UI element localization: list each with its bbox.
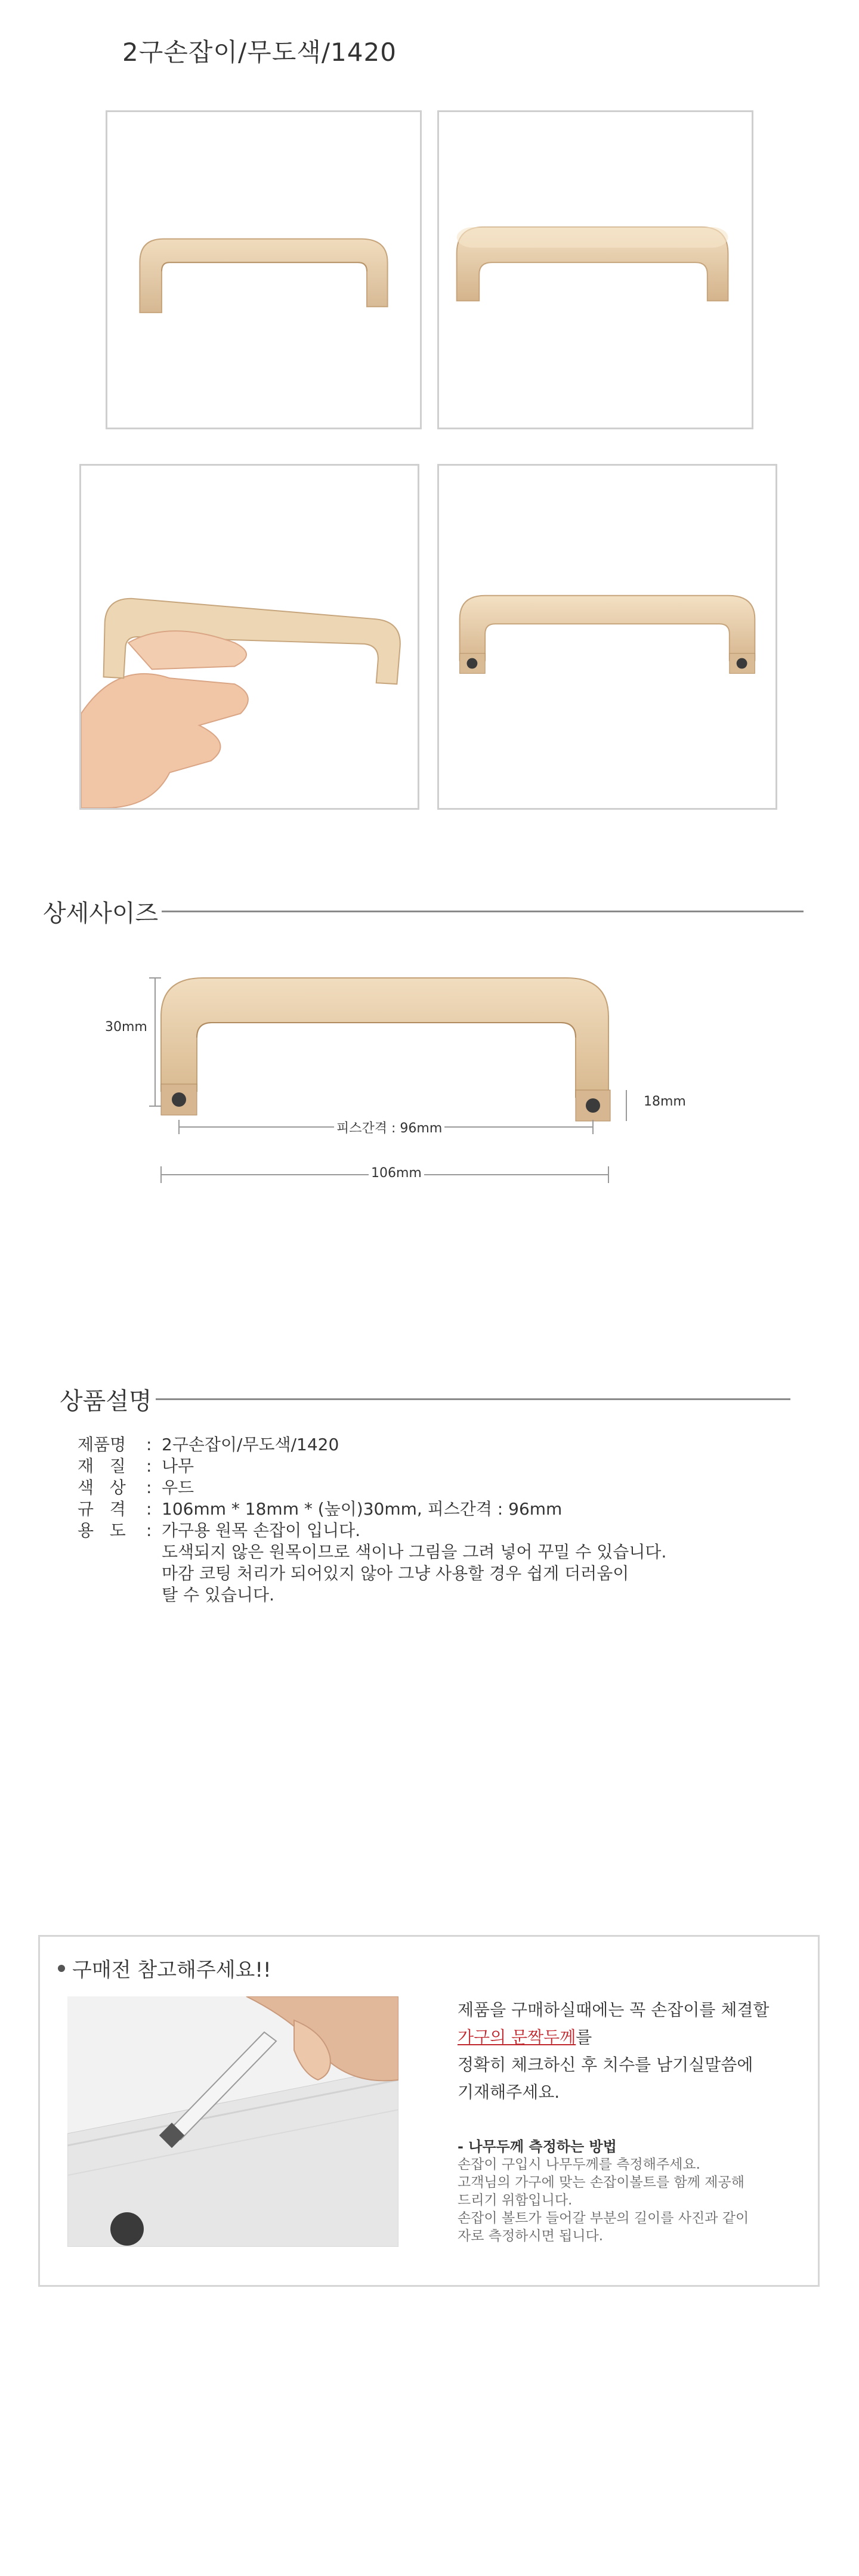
measure-line: 손잡이 구입시 나무두께를 측정해주세요.: [458, 2157, 700, 2172]
spec-separator: :: [146, 1499, 152, 1519]
section-heading-description: [60, 1382, 790, 1416]
spec-continuation: 도색되지 않은 원목이므로 색이나 그림을 그려 넣어 꾸밀 수 있습니다.: [162, 1542, 667, 1562]
measure-method-text: [458, 2156, 804, 2245]
wooden-handle-image: [107, 112, 420, 428]
notice-suffix: 를: [576, 2027, 592, 2047]
measure-line: 손잡이 볼트가 들어갈 부분의 길이를 사진과 같이: [458, 2210, 749, 2226]
spec-list: [78, 1434, 793, 1606]
notice-line: 제품을 구매하실때에는 꼭 손잡이를 체결할: [458, 2000, 770, 2020]
section-title: 상품설명: [60, 1388, 152, 1415]
notice-line: 기재해주세요.: [458, 2082, 560, 2102]
product-photo-front: [106, 110, 422, 429]
measure-line: 드리기 위함입니다.: [458, 2193, 573, 2208]
notice-main-text: [458, 1996, 804, 2106]
measure-line: 자로 측정하시면 됩니다.: [458, 2228, 604, 2244]
spec-key: 규 격: [78, 1499, 126, 1519]
product-photo-bottom: [437, 464, 777, 810]
spec-value: 나무: [162, 1456, 194, 1476]
wooden-handle-image: [439, 112, 752, 428]
spec-row: [78, 1477, 793, 1498]
measure-line: 고객님의 가구에 맞는 손잡이볼트를 함께 제공해: [458, 2175, 744, 2190]
product-title: 2구손잡이/무도색/1420: [122, 38, 397, 67]
notice-line: [458, 2024, 804, 2051]
measuring-tape-photo: [67, 1996, 398, 2247]
highlight-text: 가구의 문짝두께: [458, 2027, 576, 2047]
height-label: 30mm: [103, 1020, 150, 1035]
wooden-handle-image: [439, 466, 775, 808]
spec-row: [78, 1520, 793, 1541]
spec-key: 용 도: [78, 1521, 126, 1540]
spec-key: 색 상: [78, 1478, 126, 1497]
length-label: 106mm: [369, 1166, 424, 1181]
spec-separator: :: [146, 1435, 152, 1454]
spec-key: 제품명: [78, 1435, 126, 1454]
notice-line: 정확히 체크하신 후 치수를 남기실말씀에: [458, 2055, 753, 2075]
spec-row: [78, 1434, 793, 1456]
hand-holding-handle-image: [81, 466, 418, 808]
spec-row: [78, 1456, 793, 1477]
spec-continuation: 마감 코팅 처리가 되어있지 않아 그냥 사용할 경우 쉽게 더러움이: [162, 1563, 629, 1583]
spec-separator: :: [146, 1478, 152, 1497]
spec-value: 106mm * 18mm * (높이)30mm, 피스간격 : 96mm: [162, 1499, 563, 1519]
spec-value: 2구손잡이/무도색/1420: [162, 1435, 339, 1454]
notice-heading: [58, 1953, 271, 1983]
product-photo-angle: [437, 110, 753, 429]
measure-method-title: - 나무두께 측정하는 방법: [458, 2138, 617, 2155]
bullet-icon: [58, 1965, 65, 1972]
spec-separator: :: [146, 1456, 152, 1476]
spec-key: 재 질: [78, 1456, 126, 1476]
product-photo-in-hand: [79, 464, 419, 810]
dimension-diagram: [89, 954, 716, 1205]
section-rule: [162, 911, 804, 912]
depth-label: 18mm: [641, 1094, 688, 1109]
spec-separator: :: [146, 1521, 152, 1540]
notice-text: [458, 1996, 804, 2245]
spec-value: 우드: [162, 1478, 194, 1497]
section-title: 상세사이즈: [43, 900, 159, 927]
section-rule: [156, 1398, 790, 1400]
notice-heading-text: 구매전 참고해주세요!!: [72, 1958, 271, 1982]
purchase-notice-box: [38, 1935, 820, 2287]
tape-measure-image: [67, 1996, 398, 2247]
section-heading-detail-size: [43, 894, 804, 928]
spec-row: [78, 1498, 793, 1520]
spec-value: 가구용 원목 손잡이 입니다.: [162, 1521, 361, 1540]
hole-spacing-label: 피스간격 : 96mm: [334, 1118, 444, 1137]
spec-continuation: 탈 수 있습니다.: [162, 1585, 274, 1605]
